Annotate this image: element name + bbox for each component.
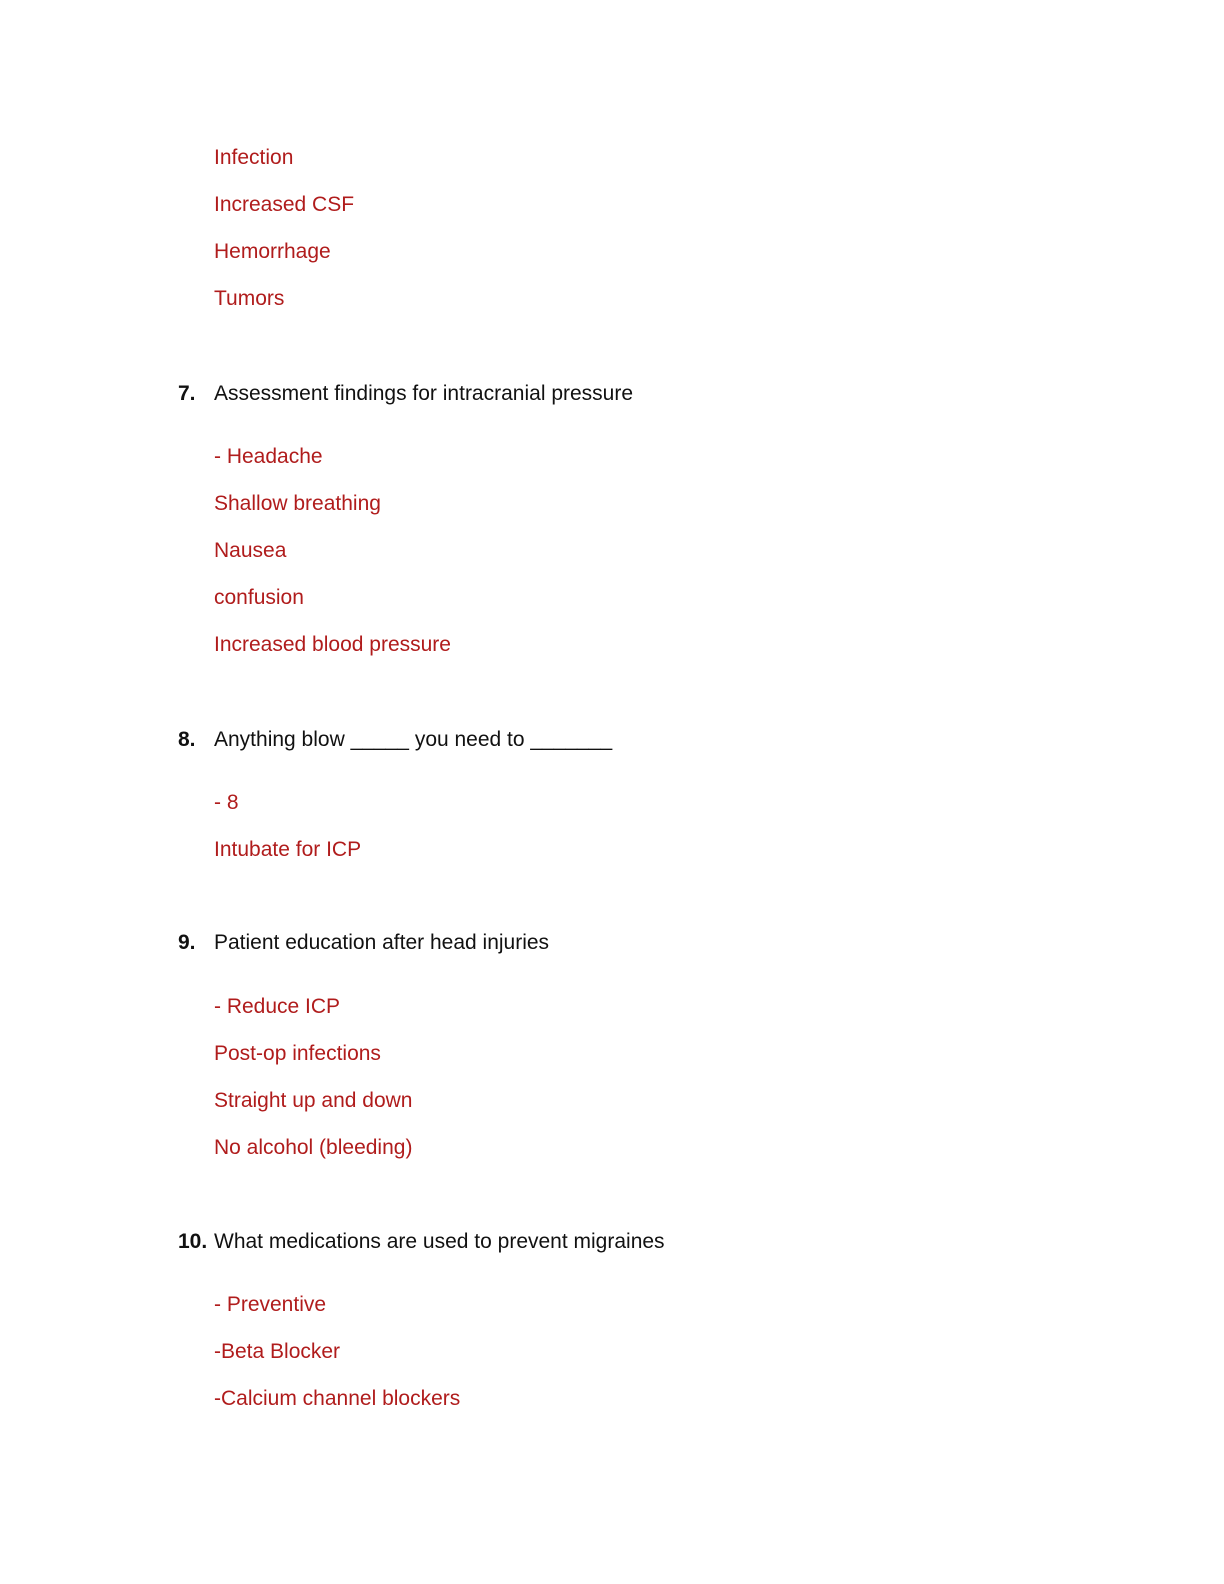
answer-item: Increased CSF (214, 193, 355, 216)
question-9 (178, 930, 549, 956)
answer-item: - 8 (214, 791, 239, 814)
question-text: What medications are used to prevent migraines (214, 1230, 665, 1253)
answer-item: - Headache (214, 445, 323, 468)
question-number: 7. (178, 382, 196, 405)
answer-item: Infection (214, 146, 294, 169)
question-number: 8. (178, 728, 196, 751)
question-text: Patient education after head injuries (214, 931, 550, 954)
answer-item: Shallow breathing (214, 492, 381, 515)
answer-item: Intubate for ICP (214, 838, 362, 861)
question-text: Anything blow _____ you need to _______ (214, 728, 613, 751)
answer-item: Increased blood pressure (214, 633, 451, 656)
answer-item: Tumors (214, 287, 285, 310)
answer-item: Post-op infections (214, 1042, 381, 1065)
answer-item: confusion (214, 586, 304, 609)
answers-question-9 (214, 994, 412, 1182)
answer-item: - Reduce ICP (214, 995, 341, 1018)
answer-item: Hemorrhage (214, 240, 331, 263)
question-10 (178, 1229, 665, 1255)
question-8 (178, 727, 612, 753)
answers-question-8 (214, 790, 361, 884)
answer-item: -Calcium channel blockers (214, 1387, 461, 1410)
answer-item: No alcohol (bleeding) (214, 1136, 413, 1159)
answer-item: - Preventive (214, 1293, 327, 1316)
answers-question-10 (214, 1292, 460, 1433)
question-number: 9. (178, 931, 196, 954)
question-text: Assessment findings for intracranial pressure (214, 382, 634, 405)
answers-question-7 (214, 444, 451, 679)
answer-item: Nausea (214, 539, 287, 562)
answers-continued (214, 145, 354, 333)
question-number: 10. (178, 1230, 208, 1253)
answer-item: -Beta Blocker (214, 1340, 341, 1363)
question-7 (178, 381, 633, 407)
answer-item: Straight up and down (214, 1089, 413, 1112)
